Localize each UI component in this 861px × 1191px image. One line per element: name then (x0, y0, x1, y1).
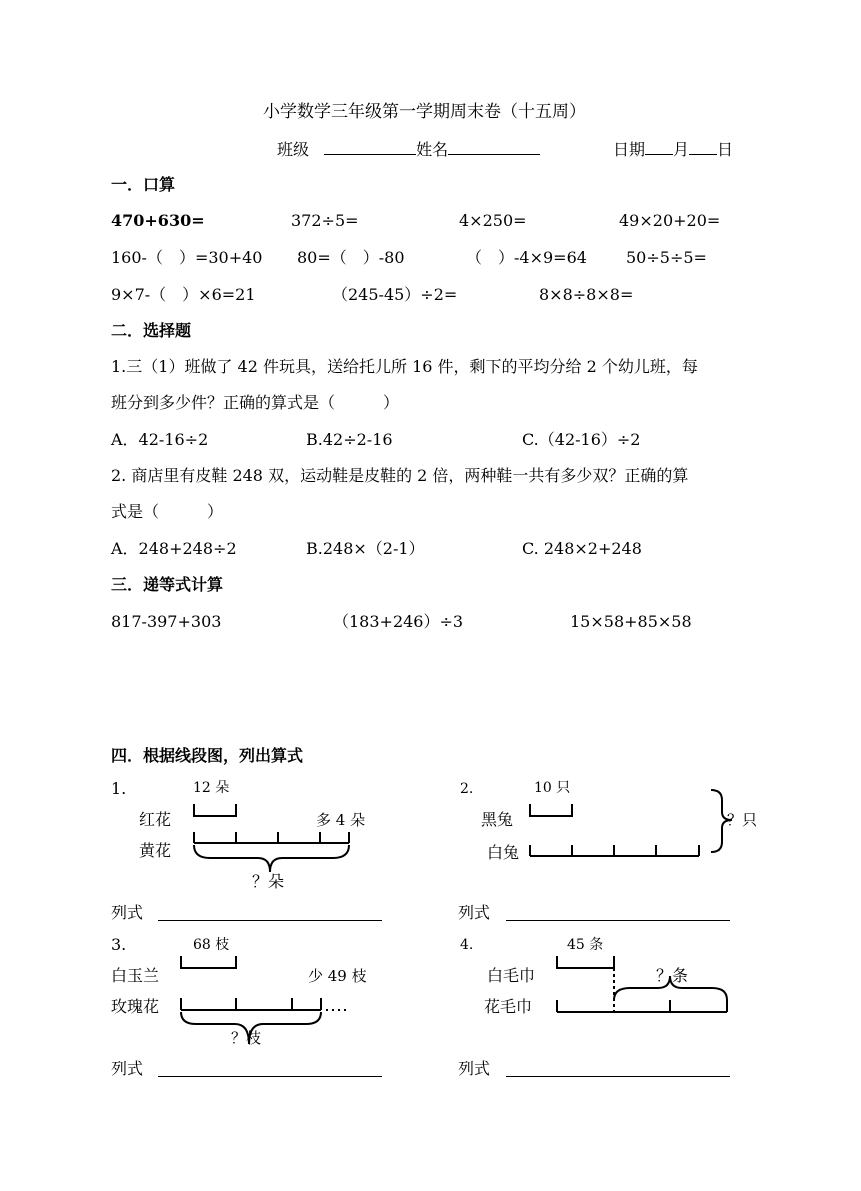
option-b[interactable]: B.248×（2-1） (306, 539, 425, 558)
diagram3-question: ？枝 (231, 1029, 262, 1047)
option-a[interactable]: A．42-16÷2 (111, 430, 209, 449)
diagram3-extra-label: 少 49 枝 (308, 967, 367, 985)
diagram3-row2-label: 玫瑰花 (111, 997, 160, 1016)
step-problem: （183+246）÷3 (333, 612, 464, 631)
month-label: 月 (673, 140, 690, 159)
diagram2-top-label: 10 只 (534, 780, 571, 796)
diagram1-row2-label: 黄花 (139, 841, 172, 860)
section3-heading: 三．递等式计算 (111, 575, 224, 594)
diagram2-number: 2. (460, 781, 474, 797)
section1-heading: 一．口算 (111, 175, 176, 194)
diagram2-row2-label: 白兔 (487, 843, 520, 862)
question1-text: 1.三（1）班做了 42 件玩具，送给托儿所 16 件，剩下的平均分给 2 个幼儿班，每 (111, 357, 698, 376)
step-problem: 817-397+303 (111, 612, 222, 631)
class-label: 班级 (277, 140, 310, 159)
answer-label: 列式 (458, 903, 491, 922)
section4-heading: 四．根据线段图，列出算式 (111, 746, 304, 765)
diagram2-question: ？只 (727, 811, 758, 829)
option-a[interactable]: A．248+248÷2 (111, 539, 237, 558)
calc-item: 372÷5= (291, 211, 359, 230)
calc-item: 4×250= (459, 211, 527, 230)
answer-label: 列式 (458, 1059, 491, 1078)
date-label: 日期 (613, 140, 646, 159)
diagram3-row1-label: 白玉兰 (111, 966, 160, 985)
diagram4-question: ？条 (656, 966, 689, 985)
option-b[interactable]: B.42÷2-16 (306, 430, 393, 449)
diagram4-row1-label: 白毛巾 (487, 966, 536, 985)
calc-item: 49×20+20= (619, 211, 721, 230)
page-title: 小学数学三年级第一学期周末卷（十五周） (263, 102, 586, 122)
calc-item: （ ）-4×9=64 (466, 248, 587, 267)
option-c[interactable]: C. 248×2+248 (522, 539, 642, 558)
answer-label: 列式 (111, 1059, 144, 1078)
calc-item: 80=（ ）-80 (297, 248, 405, 267)
diagram2-row1-label: 黑兔 (481, 810, 514, 829)
diagram4-row2-label: 花毛巾 (484, 997, 533, 1016)
step-problem: 15×58+85×58 (570, 612, 692, 631)
diagram3-top-label: 68 枝 (193, 937, 230, 953)
option-c[interactable]: C.（42-16）÷2 (522, 430, 641, 449)
calc-item: 9×7-（ ）×6=21 (111, 285, 256, 304)
diagram1-extra-label: 多 4 朵 (316, 811, 366, 829)
diagram1-question: ？朵 (252, 872, 285, 891)
diagram3-number: 3. (111, 935, 127, 954)
answer-line-4[interactable] (506, 1076, 730, 1077)
answer-label: 列式 (111, 903, 144, 922)
section2-heading: 二．选择题 (111, 321, 192, 340)
calc-item: 8×8÷8×8= (539, 285, 634, 304)
diagram4-top-label: 45 条 (567, 937, 604, 953)
calc-item: （245-45）÷2= (332, 285, 458, 304)
diagram4-number: 4. (460, 937, 474, 953)
diagram1-number: 1. (111, 779, 127, 798)
calc-item: 470+630= (111, 211, 205, 230)
calc-item: 50÷5÷5= (626, 248, 707, 267)
name-label: 姓名 (416, 140, 449, 159)
question1-text: 班分到多少件？正确的算式是（ ） (111, 393, 400, 412)
day-label: 日 (717, 140, 734, 159)
diagram1-row1-label: 红花 (139, 810, 172, 829)
question2-text: 式是（ ） (111, 502, 224, 521)
calc-item: 160-（ ）=30+40 (111, 248, 263, 267)
question2-text: 2. 商店里有皮鞋 248 双，运动鞋是皮鞋的 2 倍，两种鞋一共有多少双？正确的算 (111, 466, 689, 485)
diagram1-top-label: 12 朵 (193, 780, 230, 796)
